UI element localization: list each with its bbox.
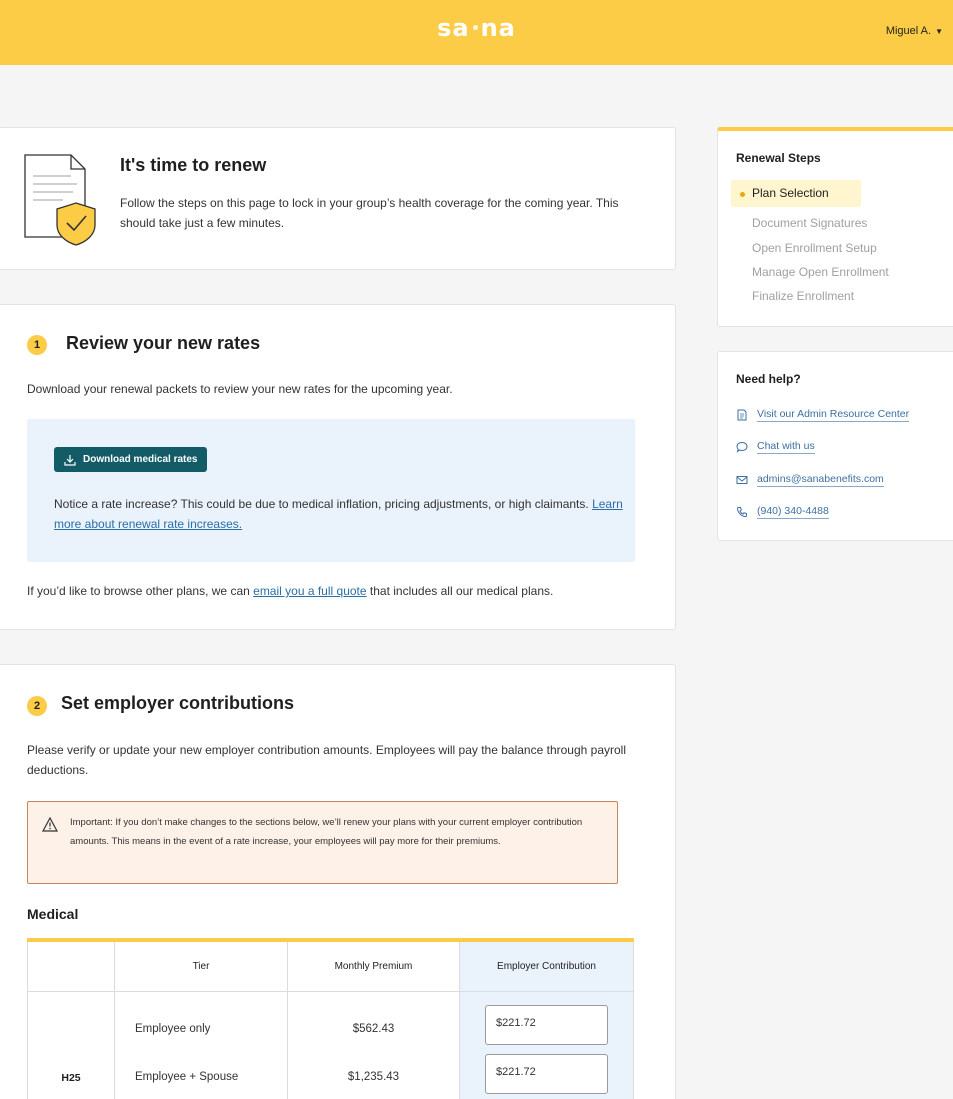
- step-item-manage-open-enrollment[interactable]: Manage Open Enrollment: [752, 265, 889, 279]
- active-step-bullet: [740, 192, 745, 197]
- phone-number-link[interactable]: [736, 504, 829, 519]
- renewal-steps-card: [717, 127, 953, 327]
- logo-left-text: sa: [437, 14, 470, 42]
- step-item-plan-selection[interactable]: [731, 180, 861, 207]
- step1-description: Download your renewal packets to review your new rates for the upcoming year.: [27, 382, 453, 396]
- mail-icon: [736, 474, 748, 486]
- logo-right-text: na: [480, 14, 516, 42]
- contribution-column: [460, 942, 634, 1099]
- step-item-finalize-enrollment[interactable]: Finalize Enrollment: [752, 289, 855, 303]
- document-shield-icon: [23, 153, 103, 249]
- download-button-label: Download medical rates: [83, 454, 198, 465]
- renewal-steps-title: Renewal Steps: [736, 151, 821, 165]
- caret-down-icon: ▼: [935, 27, 943, 36]
- help-link-label: (940) 340-4488: [757, 505, 829, 517]
- help-link-label: Chat with us: [757, 440, 815, 452]
- browse-prefix: If you’d like to browse other plans, we can: [27, 584, 250, 598]
- step-number-badge: 2: [27, 696, 47, 716]
- notice-text: Notice a rate increase? This could be due to medical inflation, pricing adjustments, or high claimants.: [54, 497, 589, 511]
- premium-cell: $1,235.43: [347, 1071, 400, 1083]
- browse-suffix: that includes all our medical plans.: [369, 584, 554, 598]
- warning-icon: [42, 817, 58, 832]
- need-help-card: [717, 351, 953, 541]
- step2-description: Please verify or update your new employer contribution amounts. Employees will pay the balance through payroll deductions.: [27, 743, 626, 777]
- medical-section-label: Medical: [27, 906, 79, 922]
- contribution-header: Employer Contribution: [460, 942, 633, 992]
- tier-header: Tier: [115, 942, 287, 992]
- step-item-open-enrollment-setup[interactable]: Open Enrollment Setup: [752, 241, 877, 255]
- plan-header-empty: [28, 942, 114, 992]
- step-number-badge: 1: [27, 335, 47, 355]
- tier-column: [115, 942, 288, 1099]
- rate-increase-notice: [54, 494, 624, 534]
- need-help-title: Need help?: [736, 372, 801, 386]
- chat-with-us-link[interactable]: [736, 439, 815, 454]
- premium-cell: $562.43: [352, 1023, 395, 1035]
- step-item-document-signatures[interactable]: Document Signatures: [752, 216, 868, 230]
- phone-icon: [736, 506, 748, 518]
- user-menu[interactable]: [886, 25, 943, 37]
- rates-info-box: [27, 419, 635, 562]
- chat-icon: [736, 441, 748, 453]
- download-medical-rates-button[interactable]: [54, 447, 207, 472]
- medical-contribution-table: [27, 938, 634, 1099]
- warning-text: Important: If you don’t make changes to the sections below, we’ll renew your plans with your current employer contribution amounts. This means in the event of a rate increase, your employees will pay more for their premiums.: [70, 817, 583, 847]
- renew-description: Follow the steps on this page to lock in your group’s health coverage for the coming year. This should take just a few minutes.: [120, 196, 619, 230]
- step2-title: Set employer contributions: [61, 693, 295, 713]
- plan-name: H25: [61, 1072, 81, 1084]
- top-bar: [0, 0, 953, 65]
- premium-column: [288, 942, 460, 1099]
- user-name: Miguel A.: [885, 25, 932, 37]
- admin-resource-center-link[interactable]: [736, 407, 909, 422]
- admin-email-link[interactable]: [736, 472, 884, 487]
- download-icon: [64, 454, 76, 466]
- help-link-label: Visit our Admin Resource Center: [757, 408, 910, 420]
- step1-title: Review your new rates: [66, 333, 261, 353]
- email-quote-link[interactable]: email you a full quote: [253, 584, 367, 598]
- plan-column: [27, 942, 115, 1099]
- tier-cell: Employee only: [135, 1023, 211, 1035]
- contribution-input[interactable]: $221.72: [485, 1054, 608, 1094]
- sana-logo[interactable]: [0, 14, 953, 42]
- warning-box: [27, 801, 618, 884]
- premium-header: Monthly Premium: [288, 942, 459, 992]
- step-label: Plan Selection: [752, 186, 829, 200]
- review-rates-card: [0, 304, 676, 630]
- document-icon: [736, 409, 748, 421]
- tier-cell: Employee + Spouse: [135, 1071, 239, 1083]
- contribution-input[interactable]: $221.72: [485, 1005, 608, 1045]
- help-link-label: admins@sanabenefits.com: [757, 473, 884, 485]
- employer-contributions-card: [0, 664, 676, 1099]
- browse-plans-text: [27, 584, 553, 598]
- renew-card: [0, 127, 676, 270]
- logo-dot: [473, 25, 478, 30]
- renew-title: It's time to renew: [120, 155, 267, 175]
- learn-more-link[interactable]: Learn more about renewal rate increases.: [54, 497, 623, 531]
